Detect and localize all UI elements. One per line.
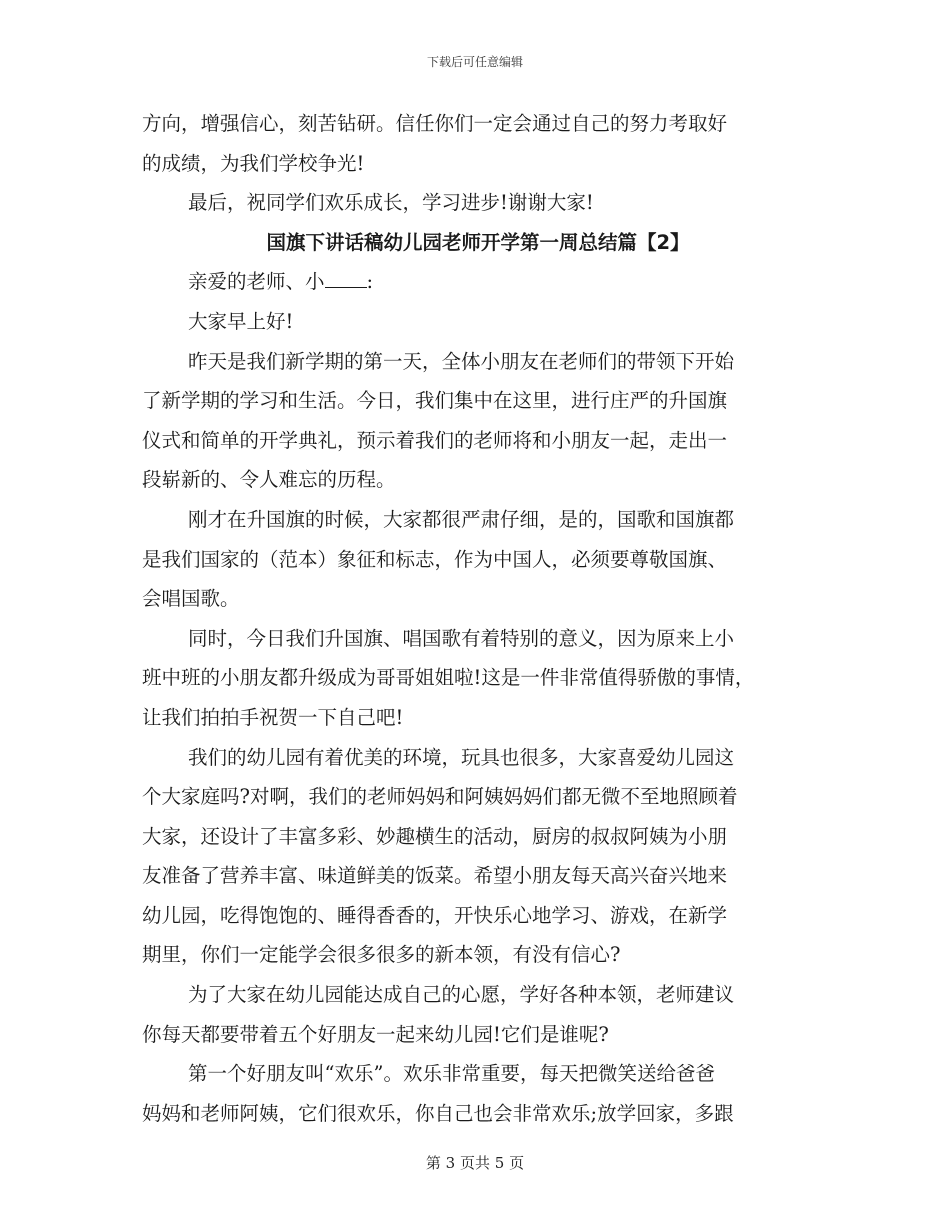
text-line: 大家，还设计了丰富多彩、妙趣横生的活动，厨房的叔叔阿姨为小朋 xyxy=(142,824,728,848)
text-line: 方向，增强信心，刻苦钻研。信任你们一定会通过自己的努力考取好 xyxy=(142,112,728,135)
fill-blank xyxy=(325,265,367,288)
text-line: 刚才在升国旗的时候，大家都很严肃仔细，是的，国歌和国旗都 xyxy=(188,507,735,531)
text-line: 为了大家在幼儿园能达成自己的心愿，学好各种本领，老师建议 xyxy=(188,983,735,1007)
text-line: 最后，祝同学们欢乐成长，学习进步!谢谢大家! xyxy=(188,191,594,215)
salutation-text: 亲爱的老师、小 xyxy=(188,270,325,294)
salutation-line xyxy=(142,262,814,302)
text-line: 妈妈和老师阿姨，它们很欢乐，你自己也会非常欢乐;放学回家，多跟 xyxy=(142,1101,734,1125)
text-line: 了新学期的学习和生活。今日，我们集中在这里，进行庄严的升国旗 xyxy=(142,389,728,413)
text-line: 让我们拍拍手祝贺一下自己吧! xyxy=(142,705,404,729)
text-line: 我们的幼儿园有着优美的环境，玩具也很多，大家喜爱幼儿园这 xyxy=(188,745,735,769)
text-line: 友准备了营养丰富、味道鲜美的饭菜。希望小朋友每天高兴奋兴地来 xyxy=(142,864,728,888)
text-line: 幼儿园，吃得饱饱的、睡得香香的，开快乐心地学习、游戏，在新学 xyxy=(142,903,728,927)
text-line: 个大家庭吗?对啊，我们的老师妈妈和阿姨妈妈们都无微不至地照顾着 xyxy=(142,785,738,809)
text-line: 段崭新的、令人难忘的历程。 xyxy=(142,468,396,492)
page-header: 下载后可任意编辑 xyxy=(426,55,523,69)
text-line: 大家早上好! xyxy=(188,309,294,333)
text-line: 昨天是我们新学期的第一天，全体小朋友在老师们的带领下开始 xyxy=(188,349,735,373)
document-body xyxy=(142,104,814,1133)
text-line: 期里，你们一定能学会很多很多的新本领，有没有信心? xyxy=(142,943,621,967)
text-line: 同时，今日我们升国旗、唱国歌有着特别的意义，因为原来上小 xyxy=(188,626,735,650)
text-line: 会唱国歌。 xyxy=(142,587,240,611)
salutation-colon: : xyxy=(366,270,374,294)
section-title: 国旗下讲话稿幼儿园老师开学第一周总结篇【2】 xyxy=(266,230,690,254)
text-line: 你每天都要带着五个好朋友一起来幼儿园!它们是谁呢? xyxy=(142,1022,609,1046)
text-line: 仪式和简单的开学典礼，预示着我们的老师将和小朋友一起，走出一 xyxy=(142,428,728,452)
text-line: 的成绩，为我们学校争光! xyxy=(142,151,365,175)
page-footer: 第 3 页共 5 页 xyxy=(425,1154,525,1172)
text-line: 第一个好朋友叫“欢乐”。欢乐非常重要，每天把微笑送给爸爸 xyxy=(188,1062,715,1086)
text-line: 班中班的小朋友都升级成为哥哥姐姐啦!这是一件非常值得骄傲的事情， xyxy=(142,666,755,690)
text-line: 是我们国家的（范本）象征和标志，作为中国人，必须要尊敬国旗、 xyxy=(142,547,728,571)
